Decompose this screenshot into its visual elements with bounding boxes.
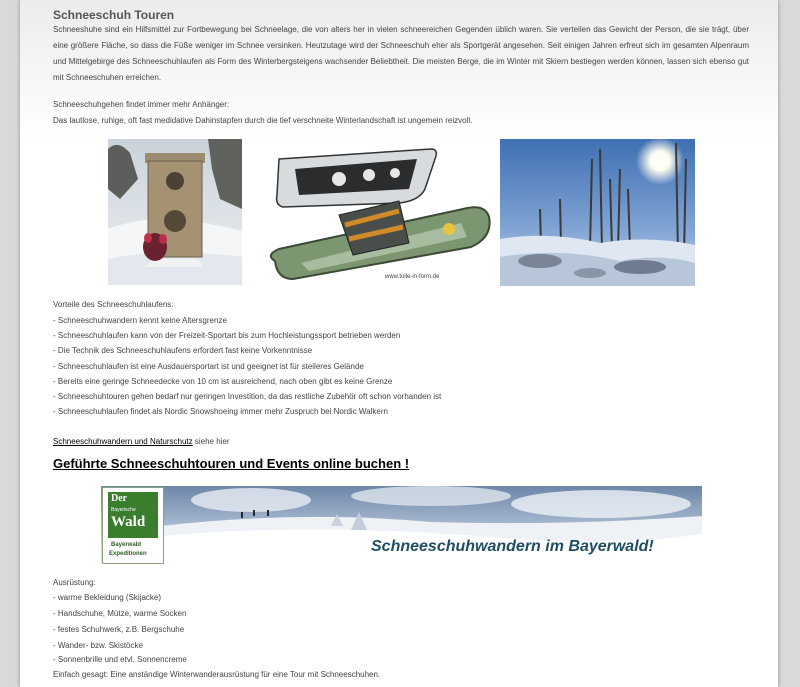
logo-line3: Wald (111, 514, 146, 530)
equipment-heading: Ausrüstung: (53, 578, 96, 587)
equipment-item: - warme Bekleidung (Skijacke) (53, 593, 162, 602)
banner-slogan: Schneeschuhwandern im Bayerwald! (371, 538, 654, 555)
logo-line1: Der (111, 493, 128, 504)
advantage-item: - Schneeschuhlaufen ist eine Ausdauersportart ist und geeignet ist für steileres Gelände (53, 362, 364, 371)
logo-line2: Bayerische (111, 507, 136, 513)
advantage-item: - Schneeschuhlaufen kann von der Freizeit-Sportart bis zum Hochleistungssport betrieben werden (53, 331, 401, 340)
advantage-item: - Bereits eine geringe Schneedecke von 10 cm ist ausreichend, nach oben gibt es keine Grenze (53, 377, 393, 386)
naturschutz-line (53, 437, 230, 446)
equipment-summary: Einfach gesagt: Eine anständige Winterwanderausrüstung für eine Tour mit Schneeschuhen. (53, 670, 381, 679)
snowshoes-photo (249, 145, 494, 285)
intro-paragraph: Schneeshuhe sind ein Hilfsmittel zur Fortbewegung bei Schneelage, die von alters her in vielen schneereichen Gegenden üblich waren. Sie verteilen das Gewicht der Person, die sie trägt, über eine größere Fläche, so dass die Füße weniger im Schnee versinken. Heutzutage wird der Schneeschuh eher als Sportgerät angesehen. Seit einigen Jahren erfreut sich im gesamten Alpenraum und Mittelgebirge des Schneeschuhlaufen als Form des Winterbergsteigens wachsender Beliebtheit. Die meisten Berge, die im Winter mit Skiern bestiegen werden können, lassen sich ebenso gut mit Schneeschuhen erreichen. (53, 25, 749, 82)
naturschutz-suffix: siehe hier (192, 437, 230, 446)
logo-sub2: Expeditionen (109, 551, 147, 557)
border-stone-photo (108, 139, 242, 285)
advantage-item: - Schneeschuhwandern kennt keine Altersgrenze (53, 316, 227, 325)
naturschutz-link[interactable]: Schneeschuhwandern und Naturschutz (53, 437, 193, 446)
snowshoes-watermark: www.tolle-in-form.de (385, 274, 440, 280)
fans-text: Das lautlose, ruhige, oft fast medidative Dahinstapfen durch die tief verschneite Winterlandschaft ist ungemein reizvoll. (53, 116, 473, 125)
page-title: Schneeschuh Touren (53, 8, 175, 22)
advantage-item: - Schneeschuhtouren gehen bedarf nur geringen Investition, da das restliche Zubehör oft schon vorhanden ist (53, 392, 442, 401)
equipment-item: - Wander- bzw. Skistöcke (53, 641, 143, 650)
advantage-item: - Die Technik des Schneeschuhlaufens erfordert fast keine Vorkenntnisse (53, 346, 313, 355)
equipment-item: - festes Schuhwerk, z.B. Bergschuhe (53, 625, 185, 634)
fans-heading: Schneeschuhgehen findet immer mehr Anhänger: (53, 100, 230, 109)
booking-link[interactable]: Geführte Schneeschuhtouren und Events online buchen ! (53, 456, 410, 471)
winter-forest-photo (500, 139, 695, 286)
logo-sub1: Bayerwald (111, 542, 142, 548)
advantages-heading: Vorteile des Schneeschuhlaufens: (53, 300, 174, 309)
bayerwald-banner[interactable] (101, 486, 702, 563)
equipment-item: - Handschuhe, Mütze, warme Socken (53, 609, 187, 618)
advantage-item: - Schneeschuhlaufen findet als Nordic Snowshoeing immer mehr Zuspruch bei Nordic Walkern (53, 407, 388, 416)
equipment-item: - Sonnenbrille und etvl. Sonnencreme (53, 655, 187, 664)
content-page (20, 0, 778, 687)
bayerwald-logo (102, 487, 164, 564)
